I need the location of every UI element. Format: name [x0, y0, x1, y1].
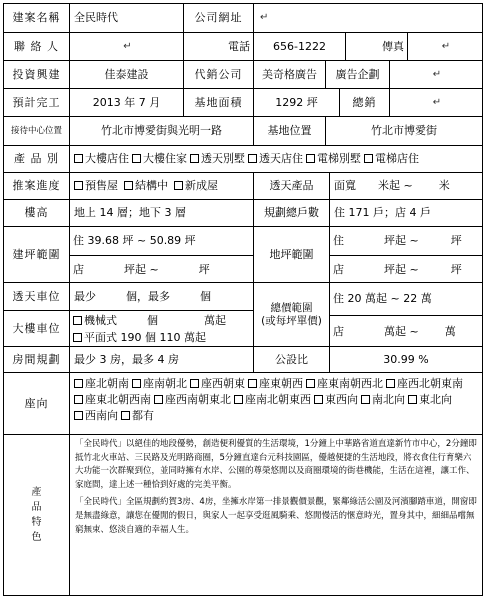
orientation-option-label: 座西朝東	[201, 377, 245, 390]
product-type-option[interactable]	[74, 152, 129, 165]
floors-value: 地上 14 層；地下 3 層	[70, 200, 254, 226]
build-range-label: 建坪範圍	[4, 227, 70, 282]
checkbox-icon[interactable]	[121, 411, 130, 420]
orientation-option-label: 座西北朝東南	[397, 377, 463, 390]
checkbox-icon[interactable]	[154, 395, 163, 404]
product-type-option-label: 大樓住家	[143, 152, 187, 166]
product-type-option[interactable]	[132, 152, 187, 165]
public-ratio-label: 公設比	[254, 347, 330, 372]
product-type-option[interactable]	[306, 152, 361, 165]
builder-label: 投資興建	[4, 61, 70, 88]
orientation-option-label: 東西向	[325, 393, 358, 406]
row-features	[4, 435, 482, 595]
floors-label: 樓高	[4, 200, 70, 226]
property-info-form	[3, 3, 483, 596]
progress-options	[70, 173, 254, 199]
row-product-type	[4, 146, 482, 173]
product-type-label: 產 品 別	[4, 146, 70, 172]
product-type-options	[70, 146, 482, 172]
mechanical-parking: 機械式 個 萬起	[70, 312, 253, 329]
land-range-value	[330, 227, 482, 282]
phone-value: 656-1222	[254, 33, 346, 60]
features-paragraph-2: 「全民時代」全區規劃約賀3房、4房，坐擁水岸第一排景觀價景觀，緊鄰綠活公園及河濱腳踏車道，開窗即是無盡綠意，讓您在優閒的假日，與家人一起享受逛風騎乘、悠閒慢活的愜意時光，置身其中，細細品嚐無窮無束、悠淡自適的幸福人生。	[75, 497, 477, 535]
row-progress	[4, 173, 482, 200]
checkbox-icon[interactable]	[74, 411, 83, 420]
checkbox-icon[interactable]	[248, 154, 257, 163]
checkbox-icon[interactable]	[74, 395, 83, 404]
orientation-option[interactable]	[121, 409, 154, 422]
ad-planning-label: 廣告企劃	[326, 61, 390, 88]
orientation-option[interactable]	[306, 377, 383, 390]
orientation-option-label: 都有	[132, 409, 154, 422]
orientation-option-label: 座東南朝西北	[317, 377, 383, 390]
progress-option[interactable]	[124, 179, 168, 192]
progress-option[interactable]	[174, 179, 218, 192]
building-parking-value	[70, 311, 254, 347]
orientation-option-label: 東北向	[419, 393, 452, 406]
land-range-shop: 店 坪起 ~ 坪	[330, 255, 482, 282]
frontage-from: 米起 ~	[378, 179, 413, 193]
orientation-option[interactable]	[190, 377, 245, 390]
townhouse-product-label: 透天產品	[254, 173, 330, 199]
site-area-value: 1292 坪	[254, 89, 340, 116]
orientation-option-label: 西南向	[85, 409, 118, 422]
row-orientation	[4, 373, 482, 435]
checkbox-icon[interactable]	[190, 154, 199, 163]
orientation-option[interactable]	[386, 377, 463, 390]
orientation-label: 座向	[4, 373, 70, 434]
orientation-option-label: 座西南朝東北	[165, 393, 231, 406]
build-range-shop: 店 坪起 ~ 坪	[70, 255, 253, 282]
price-residential: 住 20 萬起 ~ 22 萬	[333, 292, 432, 306]
land-range-residential: 住 坪起 ~ 坪	[333, 234, 462, 248]
checkbox-icon[interactable]	[190, 379, 199, 388]
orientation-option-label: 座南北朝東西	[245, 393, 311, 406]
checkbox-icon[interactable]	[408, 395, 417, 404]
product-type-option-label: 電梯店住	[375, 152, 419, 166]
features-label	[4, 435, 70, 595]
progress-option-label: 結構中	[135, 179, 168, 193]
features-label-char: 特	[31, 517, 42, 528]
fax-value: ↵	[441, 40, 451, 52]
phone-label: 電話	[184, 33, 254, 60]
orientation-option[interactable]	[314, 393, 358, 406]
checkbox-icon[interactable]	[132, 154, 141, 163]
total-sales-label: 總銷	[340, 89, 390, 116]
features-text	[70, 435, 482, 595]
progress-option[interactable]	[74, 179, 118, 192]
contact-label: 聯 絡 人	[4, 33, 70, 60]
row-contact	[4, 33, 482, 61]
checkbox-icon[interactable]	[234, 395, 243, 404]
checkbox-icon[interactable]	[74, 379, 83, 388]
row-parking	[4, 283, 482, 347]
orientation-option[interactable]	[154, 393, 231, 406]
base-location-label: 基地位置	[254, 117, 326, 145]
build-range-residential: 住 39.68 坪 ~ 50.89 坪	[73, 234, 196, 248]
agency-label: 代銷公司	[184, 61, 254, 88]
checkbox-icon[interactable]	[74, 181, 83, 190]
project-name-label: 建案名稱	[4, 4, 70, 32]
ad-planning-value: ↵	[432, 68, 442, 80]
checkbox-icon[interactable]	[361, 395, 370, 404]
building-parking-label: 大樓車位	[4, 311, 70, 347]
checkbox-icon[interactable]	[74, 154, 83, 163]
project-name-value: 全民時代	[70, 4, 184, 32]
build-range-value	[70, 227, 254, 282]
row-location	[4, 117, 482, 146]
contact-value: ↵	[70, 33, 184, 60]
orientation-option[interactable]	[74, 377, 129, 390]
site-area-label: 基地面積	[184, 89, 254, 116]
total-units-value: 住 171 戶；店 4 戶	[334, 206, 431, 220]
price-range-label: 總價範圍 (或每坪單價)	[254, 283, 330, 346]
orientation-option-label: 座南朝北	[143, 377, 187, 390]
product-type-option-label: 透天店住	[259, 152, 303, 166]
product-type-option[interactable]	[248, 152, 303, 165]
orientation-options	[70, 373, 482, 434]
total-units-label: 規劃總戶數	[254, 200, 330, 226]
row-rooms	[4, 347, 482, 373]
website-value: ↵	[260, 12, 269, 23]
agency-value: 美奇格廣告	[254, 61, 326, 88]
orientation-option-label: 座東北朝西南	[85, 393, 151, 406]
completion-value: 2013 年 7 月	[70, 89, 184, 116]
features-label-char: 產	[31, 487, 42, 498]
orientation-option[interactable]	[74, 409, 118, 422]
frontage-label: 面寬	[334, 179, 356, 193]
checkbox-icon[interactable]	[124, 181, 133, 190]
row-builder	[4, 61, 482, 89]
checkbox-icon[interactable]	[364, 154, 373, 163]
checkbox-icon[interactable]	[132, 379, 141, 388]
checkbox-icon[interactable]	[306, 154, 315, 163]
base-location-value: 竹北市博愛街	[371, 124, 437, 138]
features-paragraph-1: 「全民時代」以絕佳的地段優勢，創造便利優質的生活環境，1分鐘上中華路省道直達新竹市中心，2分鐘即抵竹北火車站、三民路及光明路商圈，5分鐘直達台元科技園區，優越便捷的生活地段，將衣食住行育樂六大功能一次群聚到位，並同時擁有水岸、公園的尊榮悠閒以及商圈環境的街巷機能，生活在這裡，讓工作、家庭間，達上述一種恰到好處的完美平衡。	[75, 439, 477, 490]
checkbox-icon[interactable]	[386, 379, 395, 388]
total-sales-value: ↵	[432, 96, 442, 108]
reception-value: 竹北市博愛街與光明一路	[70, 117, 254, 145]
progress-label: 推案進度	[4, 173, 70, 199]
orientation-option-label: 座東朝西	[259, 377, 303, 390]
progress-option-label: 新成屋	[185, 179, 218, 193]
price-range-value	[330, 283, 482, 346]
row-completion	[4, 89, 482, 117]
row-ranges	[4, 227, 482, 283]
product-type-option[interactable]	[364, 152, 419, 165]
row-project	[4, 4, 482, 33]
website-label: 公司網址	[184, 4, 254, 32]
orientation-option-label: 座北朝南	[85, 377, 129, 390]
checkbox-icon[interactable]	[174, 181, 183, 190]
product-type-option-label: 電梯別墅	[317, 152, 361, 166]
orientation-option[interactable]	[234, 393, 311, 406]
orientation-option[interactable]	[408, 393, 452, 406]
product-type-option-label: 透天別墅	[201, 152, 245, 166]
builder-value: 佳泰建設	[70, 61, 184, 88]
fax-label: 傳真	[346, 33, 408, 60]
orientation-option[interactable]	[74, 393, 151, 406]
townhouse-parking-label: 透天車位	[4, 283, 70, 310]
orientation-option[interactable]	[361, 393, 405, 406]
row-floors	[4, 200, 482, 227]
frontage-unit: 米	[438, 179, 450, 193]
flat-parking: 平面式 190 個 110 萬起	[70, 329, 253, 346]
checkbox-icon[interactable]	[306, 379, 315, 388]
public-ratio-value: 30.99 %	[383, 352, 429, 366]
progress-option-label: 預售屋	[85, 179, 118, 193]
townhouse-parking-value: 最少 個，最多 個	[70, 283, 254, 310]
frontage-value	[330, 173, 482, 199]
checkbox-icon[interactable]	[248, 379, 257, 388]
features-label-char: 色	[31, 532, 42, 543]
room-plan-label: 房間規劃	[4, 347, 70, 372]
price-shop: 店 萬起 ~ 萬	[330, 315, 482, 346]
orientation-option[interactable]	[248, 377, 303, 390]
features-label-char: 品	[31, 502, 42, 513]
orientation-option[interactable]	[132, 377, 187, 390]
product-type-option-label: 大樓店住	[85, 152, 129, 166]
land-range-label: 地坪範圍	[254, 227, 330, 282]
orientation-option-label: 南北向	[372, 393, 405, 406]
checkbox-icon[interactable]	[314, 395, 323, 404]
room-plan-value: 最少 3 房，最多 4 房	[70, 347, 254, 372]
reception-label: 接待中心位置	[4, 117, 70, 145]
completion-label: 預計完工	[4, 89, 70, 116]
product-type-option[interactable]	[190, 152, 245, 165]
